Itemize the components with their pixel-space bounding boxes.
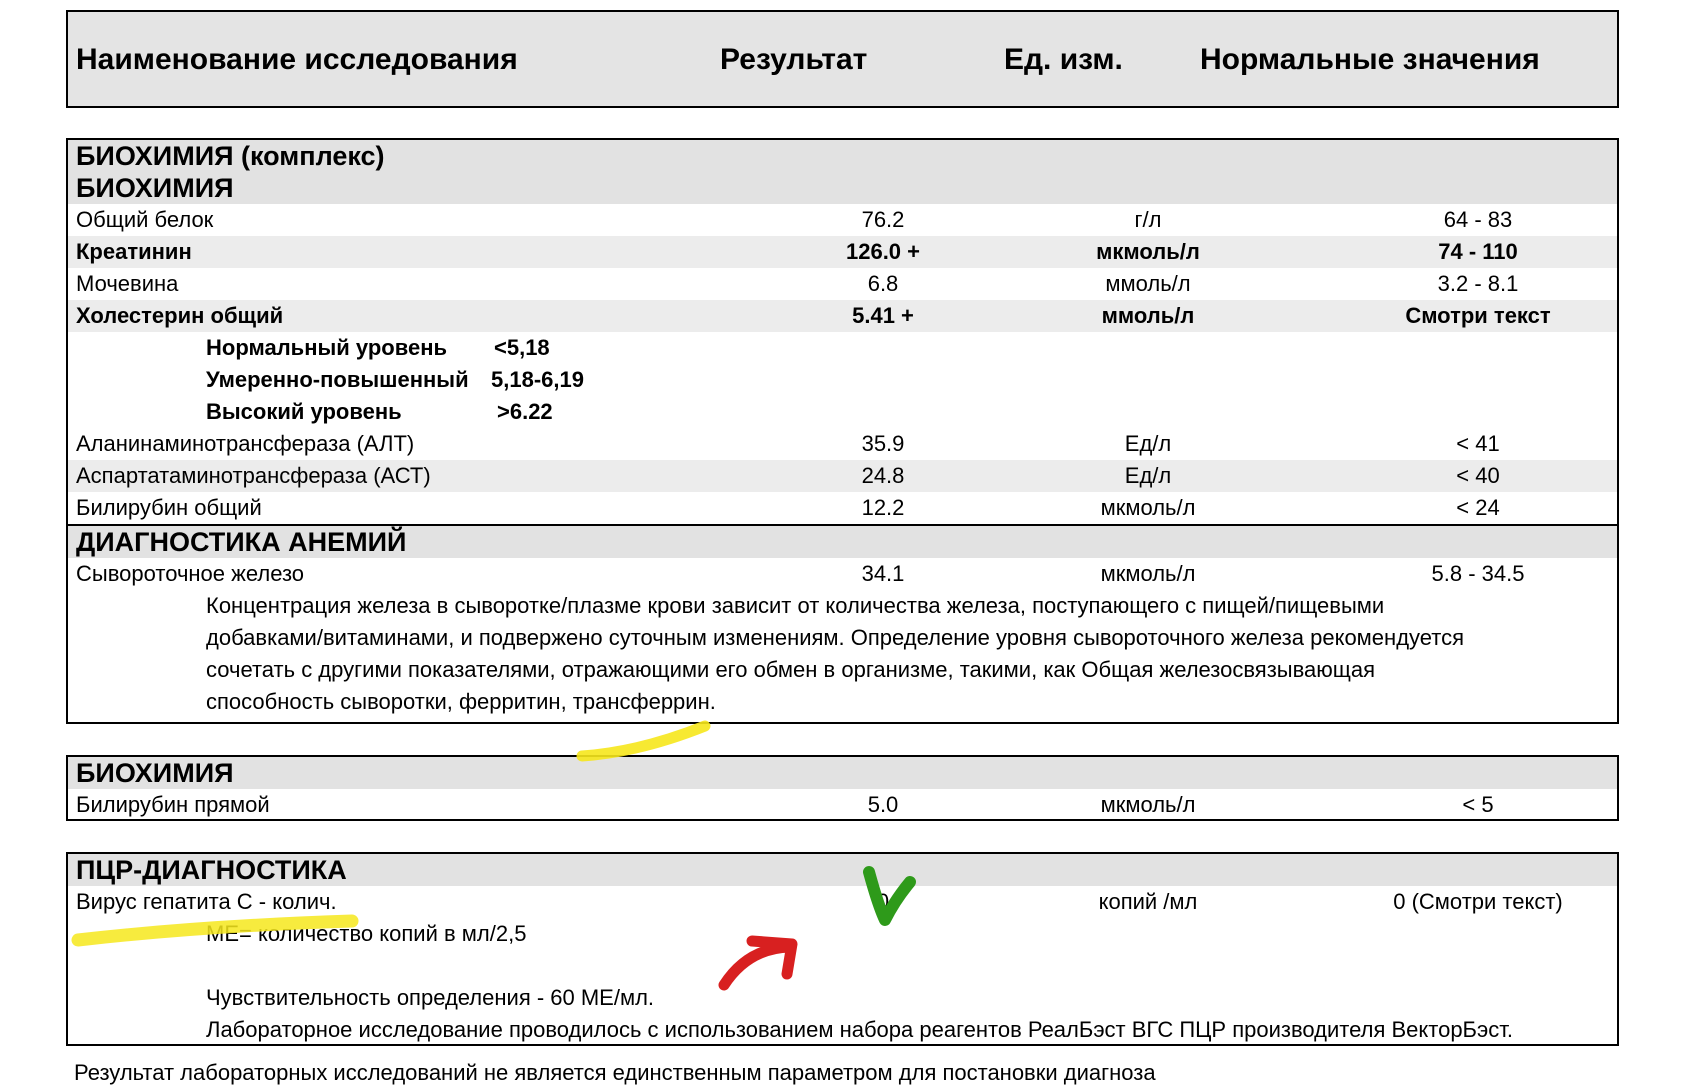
yellow-highlight-stroke <box>582 726 705 756</box>
footer-note: Результат лабораторных исследований не является единственным параметром для постановки диагноза <box>74 1060 1156 1085</box>
pcr-note-line: Лабораторное исследование проводилось с использованием набора реагентов РеалБэст ВГС ПЦР производителя ВекторБэст. <box>206 1017 1513 1042</box>
section-biochemistry: БИОХИМИЯ <box>68 172 1617 204</box>
block-title: БИОХИМИЯ (комплекс) <box>68 140 1617 172</box>
iron-note-line: добавками/витаминами, и подвержено суточным изменениям. Определение уровня сывороточного железа рекомендуется <box>206 625 1465 650</box>
pcr-note-line: МЕ= количество копий в мл/2,5 <box>206 921 527 946</box>
cholesterol-level-moderate: Умеренно-повышенный 5,18-6,19 <box>206 367 584 392</box>
header-result: Результат <box>720 43 868 76</box>
section-pcr: ПЦР-ДИАГНОСТИКА <box>68 854 1617 886</box>
biochemistry-block <box>66 755 1619 821</box>
cholesterol-level-normal: Нормальный уровень <5,18 <box>206 335 550 360</box>
biochemistry-complex-block <box>66 138 1619 724</box>
header-unit: Ед. изм. <box>1004 43 1123 76</box>
table-row: Билирубин общий 12.2 мкмоль/л < 24 <box>76 495 1500 520</box>
section-anemia-diagnostics: ДИАГНОСТИКА АНЕМИЙ <box>68 526 1617 558</box>
header-name: Наименование исследования <box>76 43 518 76</box>
pcr-note-line: Чувствительность определения - 60 МЕ/мл. <box>206 985 655 1010</box>
table-row: Креатинин 126.0 + мкмоль/л 74 - 110 <box>68 236 1617 268</box>
pcr-diagnostics-block <box>66 852 1619 1046</box>
iron-note-line: Концентрация железа в сыворотке/плазме крови зависит от количества железа, поступающего с пищей/пищевыми <box>206 593 1385 618</box>
table-row: Сывороточное железо 34.1 мкмоль/л 5.8 - 34.5 <box>76 561 1525 586</box>
table-row: Мочевина 6.8 ммоль/л 3.2 - 8.1 <box>76 271 1519 296</box>
table-row: Вирус гепатита С - колич. 0 копий /мл 0 (Смотри текст) <box>76 889 1563 914</box>
table-header <box>66 10 1619 108</box>
table-row: Холестерин общий 5.41 + ммоль/л Смотри текст <box>68 300 1617 332</box>
section-biochemistry: БИОХИМИЯ <box>68 757 1617 789</box>
table-row: Билирубин прямой 5.0 мкмоль/л < 5 <box>76 792 1494 817</box>
table-row: Аланинаминотрансфераза (АЛТ) 35.9 Ед/л < 41 <box>76 431 1500 456</box>
table-row: Аспартатаминотрансфераза (АСТ) 24.8 Ед/л < 40 <box>68 460 1617 492</box>
iron-note-line: способность сыворотки, ферритин, трансферрин. <box>206 689 716 714</box>
cholesterol-level-high: Высокий уровень >6.22 <box>206 399 553 424</box>
table-row: Общий белок 76.2 г/л 64 - 83 <box>76 207 1513 232</box>
header-norm: Нормальные значения <box>1200 43 1540 76</box>
iron-note-line: сочетать с другими показателями, отражающими его обмен в организме, такими, как Общая железосвязывающая <box>206 657 1376 682</box>
